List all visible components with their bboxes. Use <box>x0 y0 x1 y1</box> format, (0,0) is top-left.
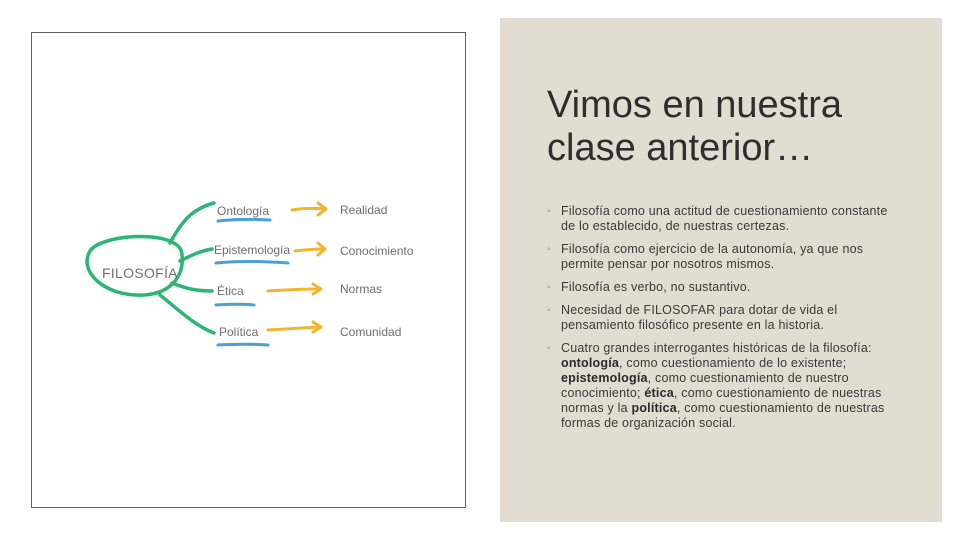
bullet-item <box>547 303 897 333</box>
bullet-item <box>547 341 897 431</box>
bullet-text: , como cuestionamiento de nuestras normas y la <box>561 386 882 415</box>
arrow-etica <box>268 284 321 294</box>
arrow-epistemologia <box>295 243 325 255</box>
concept-map <box>31 32 466 508</box>
branch-ontologia <box>170 203 214 243</box>
bullet-item <box>547 280 897 295</box>
root-label: FILOSOFÍA <box>102 265 178 281</box>
underline-ontologia <box>218 219 270 221</box>
concept-map-drawing <box>32 33 467 509</box>
bullet-marker: ◦ <box>547 282 551 293</box>
underline-epistemologia <box>216 262 288 264</box>
target-label-normas: Normas <box>340 282 383 296</box>
bullet-text: Filosofía es verbo, no sustantivo. <box>561 280 751 294</box>
branch-label-etica: Ética <box>217 284 244 298</box>
bullet-emphasis: política <box>631 401 677 415</box>
bullet-list <box>547 204 897 439</box>
branch-etica <box>172 283 212 291</box>
bullet-marker: ◦ <box>547 244 551 255</box>
bullet-marker: ◦ <box>547 305 551 316</box>
bullet-text: Necesidad de FILOSOFAR para dotar de vida el pensamiento filosófico presente en la historia. <box>561 303 838 332</box>
branch-label-ontologia: Ontología <box>217 204 270 218</box>
text-panel <box>500 18 942 522</box>
bullet-emphasis: ontología <box>561 356 620 370</box>
bullet-marker: ◦ <box>547 206 551 217</box>
branch-politica <box>160 295 214 333</box>
bullet-text: Filosofía como ejercicio de la autonomía, ya que nos permite pensar por nosotros mismos. <box>561 242 864 271</box>
bullet-emphasis: epistemología <box>561 371 648 385</box>
target-label-conocimiento: Conocimiento <box>340 244 414 258</box>
bullet-text: , como cuestionamiento de nuestras formas de organización social. <box>561 401 885 430</box>
bullet-text: , como cuestionamiento de lo existente; <box>619 356 847 370</box>
underline-politica <box>218 344 268 345</box>
slide-title <box>547 84 927 170</box>
target-label-realidad: Realidad <box>340 203 388 217</box>
bullet-item <box>547 204 897 234</box>
branch-epistemologia <box>180 249 212 261</box>
branch-label-epistemologia: Epistemología <box>214 243 291 257</box>
slide-title-line-1: Vimos en nuestra <box>547 84 843 126</box>
bullet-text: Cuatro grandes interrogantes históricas de la filosofía: <box>561 341 872 355</box>
target-label-comunidad: Comunidad <box>340 325 402 339</box>
bullet-item <box>547 242 897 272</box>
bullet-marker: ◦ <box>547 343 551 354</box>
underline-etica <box>216 304 254 305</box>
bullet-text: , como cuestionamiento de nuestro conocimiento; <box>561 371 849 400</box>
slide-title-line-2: clase anterior… <box>547 127 814 169</box>
arrow-politica <box>268 322 321 332</box>
bullet-emphasis: ética <box>644 386 674 400</box>
bullet-text: Filosofía como una actitud de cuestionamiento constante de lo establecido, de nuestras certezas. <box>561 204 888 233</box>
arrow-ontologia <box>292 203 326 215</box>
branch-label-politica: Política <box>219 325 259 339</box>
